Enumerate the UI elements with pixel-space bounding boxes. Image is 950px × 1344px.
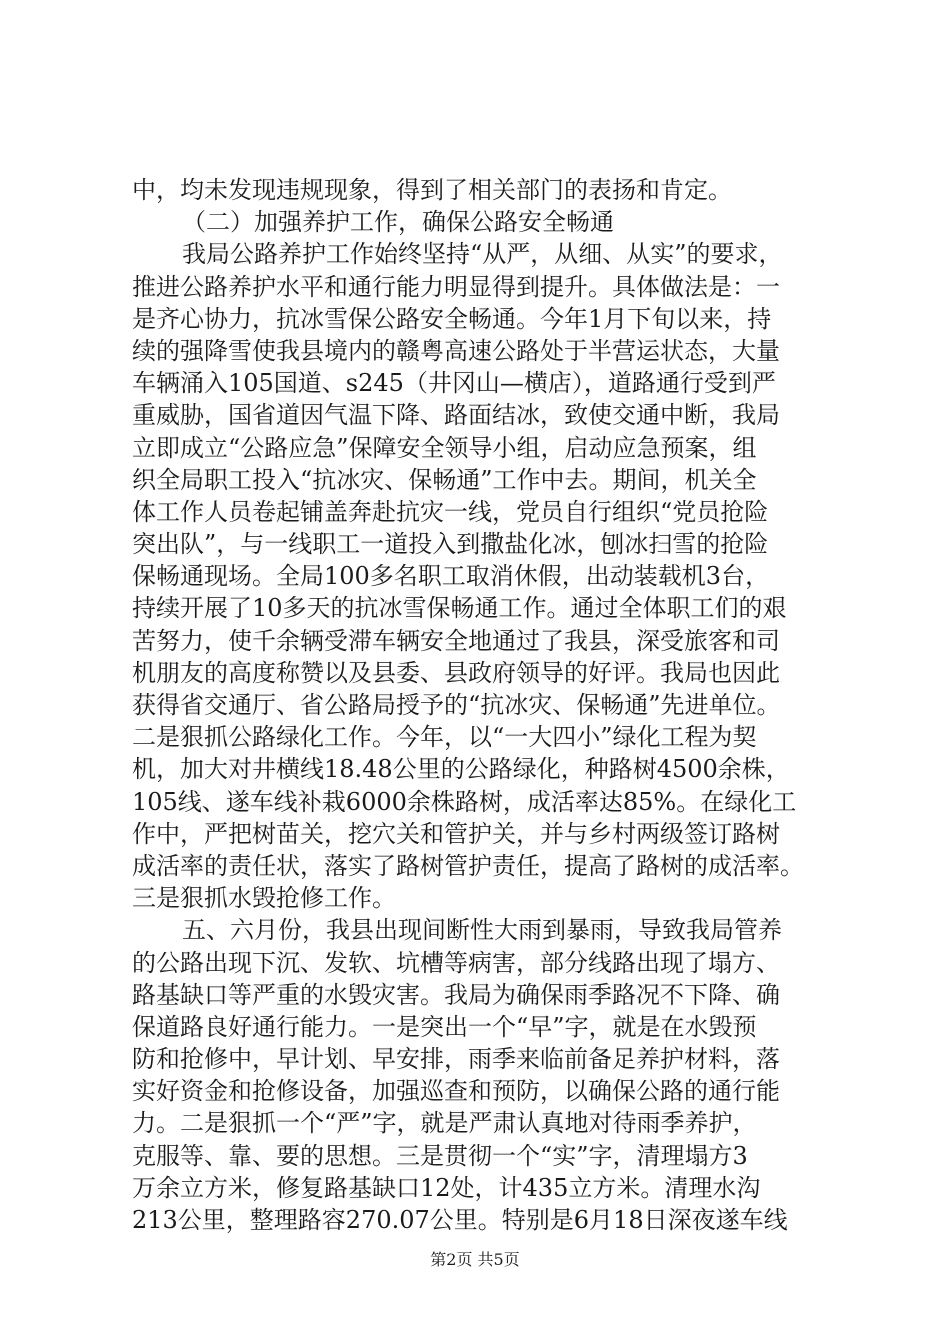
text-line: 体工作人员卷起铺盖奔赴抗灾一线，党员自行组织“党员抢险 [132, 497, 769, 526]
text-line: 是齐心协力，抗冰雪保公路安全畅通。今年1月下旬以来，持 [132, 304, 772, 333]
section-heading: （二）加强养护工作，确保公路安全畅通 [182, 208, 614, 237]
text-line: 213公里，整理路容270.07公里。特别是6月18日深夜遂车线 [132, 1206, 788, 1234]
text-line: 克服等、靠、要的思想。三是贯彻一个“实”字，清理塌方3 [132, 1141, 748, 1170]
text-line: 实好资金和抢修设备，加强巡查和预防，以确保公路的通行能 [132, 1077, 780, 1106]
text-line: 我局公路养护工作始终坚持“从严，从细、从实”的要求， [182, 240, 783, 269]
text-line: 成活率的责任状，落实了路树管护责任，提高了路树的成活率。 [132, 851, 804, 880]
text-line: 突出队”，与一线职工一道投入到撒盐化冰，刨冰扫雪的抢险 [132, 530, 769, 559]
text-line: 机，加大对井横线18.48公里的公路绿化，种路树4500余株， [132, 755, 790, 784]
text-line: 机朋友的高度称赞以及县委、县政府领导的好评。我局也因此 [132, 658, 780, 687]
text-line: 二是狠抓公路绿化工作。今年，以“一大四小”绿化工程为契 [132, 723, 757, 752]
text-line: 重威胁，国省道因气温下降、路面结冰，致使交通中断，我局 [132, 401, 780, 430]
text-line: 苦努力，使千余辆受滞车辆安全地通过了我县，深受旅客和司 [132, 626, 780, 655]
text-line: 路基缺口等严重的水毁灾害。我局为确保雨季路况不下降、确 [132, 980, 780, 1009]
text-line: 的公路出现下沉、发软、坑槽等病害，部分线路出现了塌方、 [132, 948, 780, 977]
text-line: 防和抢修中，早计划、早安排，雨季来临前备足养护材料，落 [132, 1045, 780, 1074]
text-line: 持续开展了10多天的抗冰雪保畅通工作。通过全体职工们的艰 [132, 594, 787, 623]
text-line: 中，均未发现违规现象，得到了相关部门的表扬和肯定。 [132, 176, 732, 204]
text-line: 三是狠抓水毁抢修工作。 [132, 884, 396, 913]
text-line: 推进公路养护水平和通行能力明显得到提升。具体做法是：一 [132, 272, 780, 301]
text-line: 续的强降雪使我县境内的赣粤高速公路处于半营运状态，大量 [132, 336, 780, 365]
text-line: 万余立方米，修复路基缺口12处，计435立方米。清理水沟 [132, 1173, 761, 1202]
text-line: 作中，严把树苗关，挖穴关和管护关，并与乡村两级签订路树 [132, 819, 780, 848]
text-line: 获得省交通厅、省公路局授予的“抗冰灾、保畅通”先进单位。 [132, 691, 781, 719]
text-line: 力。二是狠抓一个“严”字，就是严肃认真地对待雨季养护， [132, 1109, 757, 1138]
body-text [132, 174, 832, 1236]
text-line: 车辆涌入105国道、s245（井冈山—横店），道路通行受到严 [132, 369, 776, 398]
text-line: 保道路良好通行能力。一是突出一个“早”字，就是在水毁预 [132, 1012, 757, 1041]
text-line: 105线、遂车线补栽6000余株路树，成活率达85%。在绿化工 [132, 787, 797, 816]
page-number-footer: 第2页 共5页 [430, 1250, 520, 1269]
text-line: 织全局职工投入“抗冰灾、保畅通”工作中去。期间，机关全 [132, 465, 757, 494]
text-line: 保畅通现场。全局100多名职工取消休假，出动装载机3台， [132, 562, 770, 591]
text-line: 立即成立“公路应急”保障安全领导小组，启动应急预案，组 [132, 433, 757, 462]
text-line: 五、六月份，我县出现间断性大雨到暴雨，导致我局管养 [182, 916, 782, 945]
